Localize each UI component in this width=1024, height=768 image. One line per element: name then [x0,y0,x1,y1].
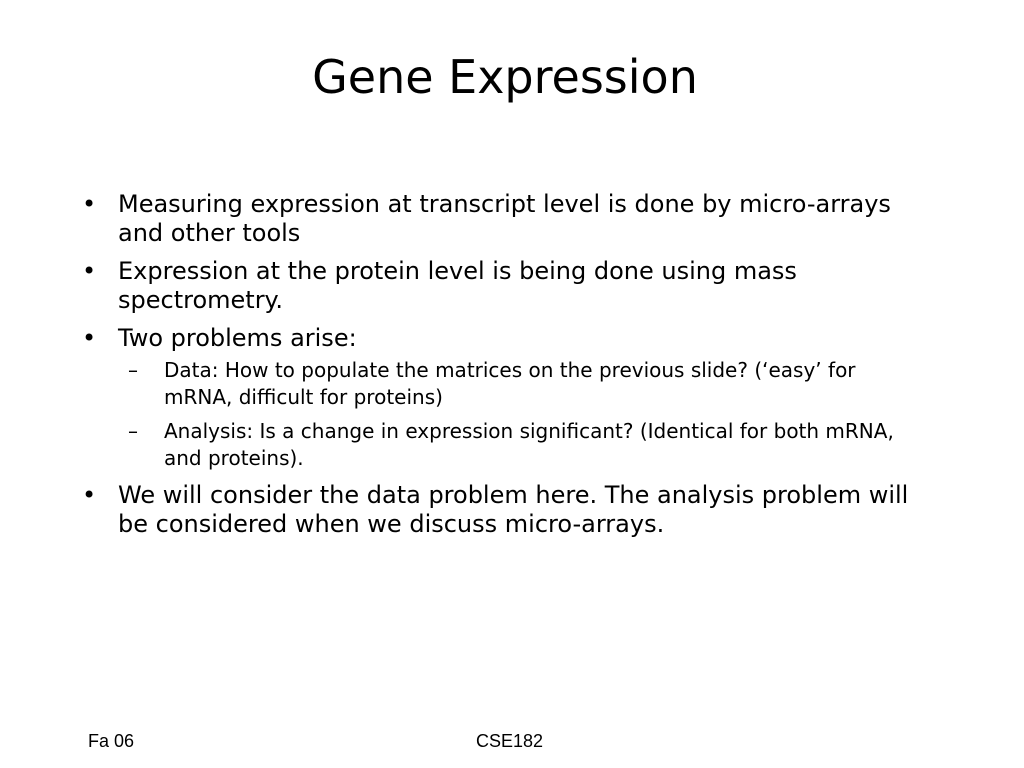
bullet-marker: • [82,481,97,509]
sub-bullet-item [118,418,916,472]
sub-bullet-text: Analysis: Is a change in expression significant? (Identical for both mRNA, and proteins). [164,419,894,470]
bullet-text: Expression at the protein level is being done using mass spectrometry. [118,257,797,314]
bullet-item [76,324,916,472]
sub-bullet-text: Data: How to populate the matrices on the previous slide? (‘easy’ for mRNA, difficult for proteins) [164,358,856,409]
bullet-text: Measuring expression at transcript level is done by micro-arrays and other tools [118,190,891,247]
bullet-item [76,481,916,539]
sub-bullet-list [118,357,916,472]
slide-content [76,190,916,548]
bullet-item [76,190,916,248]
bullet-marker: • [82,324,97,352]
bullet-marker: • [82,190,97,218]
bullet-marker: • [82,257,97,285]
bullet-text: We will consider the data problem here. The analysis problem will be considered when we discuss micro-arrays. [118,481,909,538]
footer-course: CSE182 [476,731,544,751]
sub-bullet-marker: – [128,358,138,382]
bullet-list [76,190,916,539]
bullet-text: Two problems arise: [118,324,357,352]
sub-bullet-marker: – [128,419,138,443]
footer-term: Fa 06 [88,731,135,751]
bullet-item [76,257,916,315]
slide-title: Gene Expression [312,50,698,104]
sub-bullet-item [118,357,916,411]
